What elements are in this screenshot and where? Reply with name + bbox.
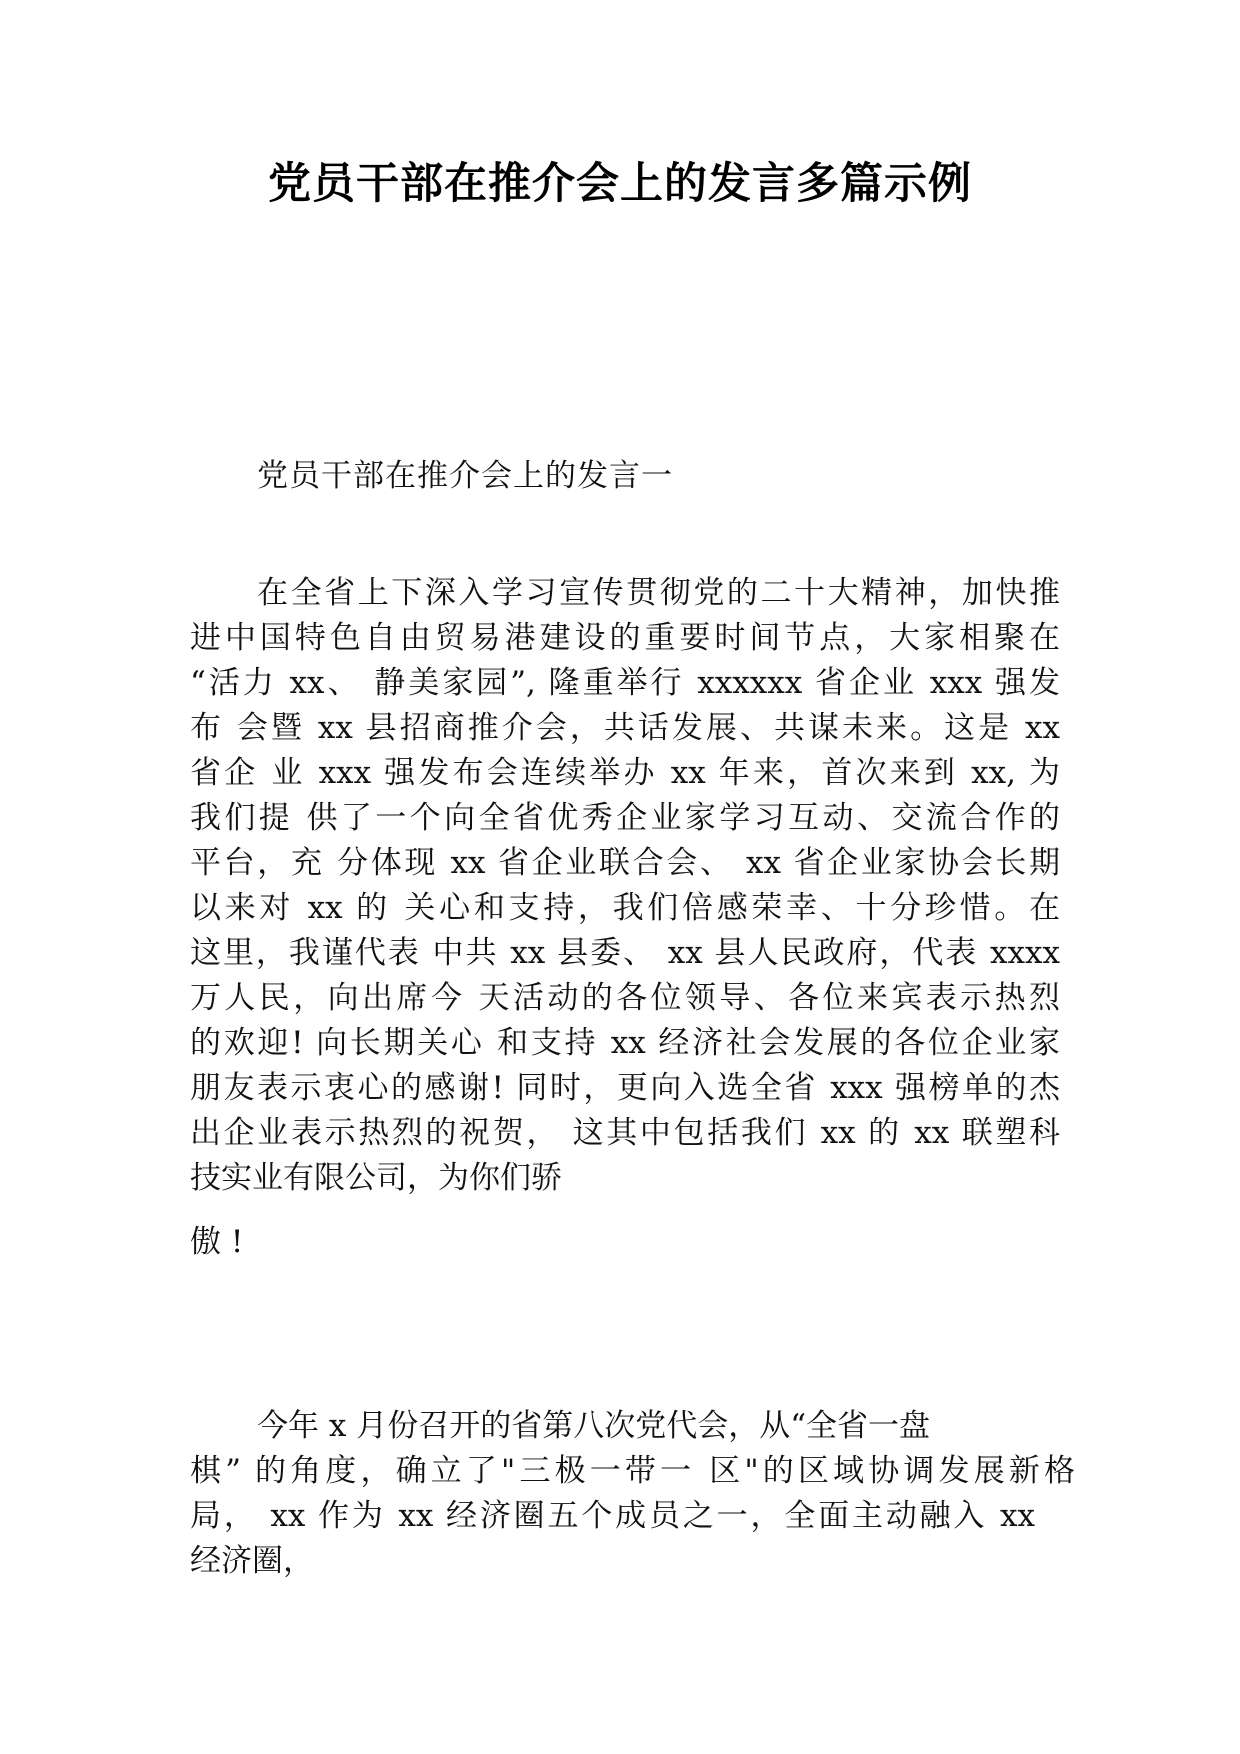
document-title: 党员干部在推介会上的发言多篇示例 xyxy=(268,159,972,209)
paragraph-line: 朋友表示衷心的感谢! 同时，更向入选全省 xxx 强榜单的杰 xyxy=(190,1070,1060,1106)
paragraph-line: 棋” 的角度，确立了"三极一带一 区"的区域协调发展新格 xyxy=(190,1453,1075,1489)
paragraph-line: 在全省上下深入学习宣传贯彻党的二十大精神，加快推 xyxy=(257,575,1060,611)
paragraph-line: 省企 业 xxx 强发布会连续举办 xx 年来，首次来到 xx, 为 xyxy=(190,755,1060,791)
paragraph-line: 的欢迎! 向长期关心 和支持 xx 经济社会发展的各位企业家 xyxy=(190,1025,1060,1061)
paragraph-line: “活力 xx、 静美家园”, 隆重举行 xxxxxx 省企业 xxx 强发 xyxy=(190,665,1060,701)
paragraph-line: 平台，充 分体现 xx 省企业联合会、 xx 省企业家协会长期 xyxy=(190,845,1060,881)
paragraph-line: 以来对 xx 的 关心和支持，我们倍感荣幸、十分珍惜。在 xyxy=(190,890,1060,926)
paragraph-line: 我们提 供了一个向全省优秀企业家学习互动、交流合作的 xyxy=(190,800,1060,836)
paragraph-tail: 傲 ! xyxy=(190,1224,244,1260)
paragraph-line: 这里，我谨代表 中共 xx 县委、 xx 县人民政府，代表 xxxx xyxy=(190,935,1060,971)
paragraph-line: 布 会暨 xx 县招商推介会，共话发展、共谋未来。这是 xx xyxy=(190,710,1060,746)
paragraph-line: 万人民，向出席今 天活动的各位领导、各位来宾表示热烈 xyxy=(190,980,1060,1016)
paragraph-line: 今年 x 月份召开的省第八次党代会，从“全省一盘 xyxy=(257,1408,931,1444)
paragraph-line: 经济圈， xyxy=(190,1543,314,1579)
paragraph-line: 局， xx 作为 xx 经济圈五个成员之一，全面主动融入 xx xyxy=(190,1498,1035,1534)
paragraph-line: 进中国特色自由贸易港建设的重要时间节点，大家相聚在 xyxy=(190,620,1060,656)
paragraph-line: 出企业表示热烈的祝贺， 这其中包括我们 xx 的 xx 联塑科 xyxy=(190,1115,1060,1151)
paragraph-line: 技实业有限公司，为你们骄 xyxy=(190,1160,562,1196)
section-heading: 党员干部在推介会上的发言一 xyxy=(257,458,673,494)
